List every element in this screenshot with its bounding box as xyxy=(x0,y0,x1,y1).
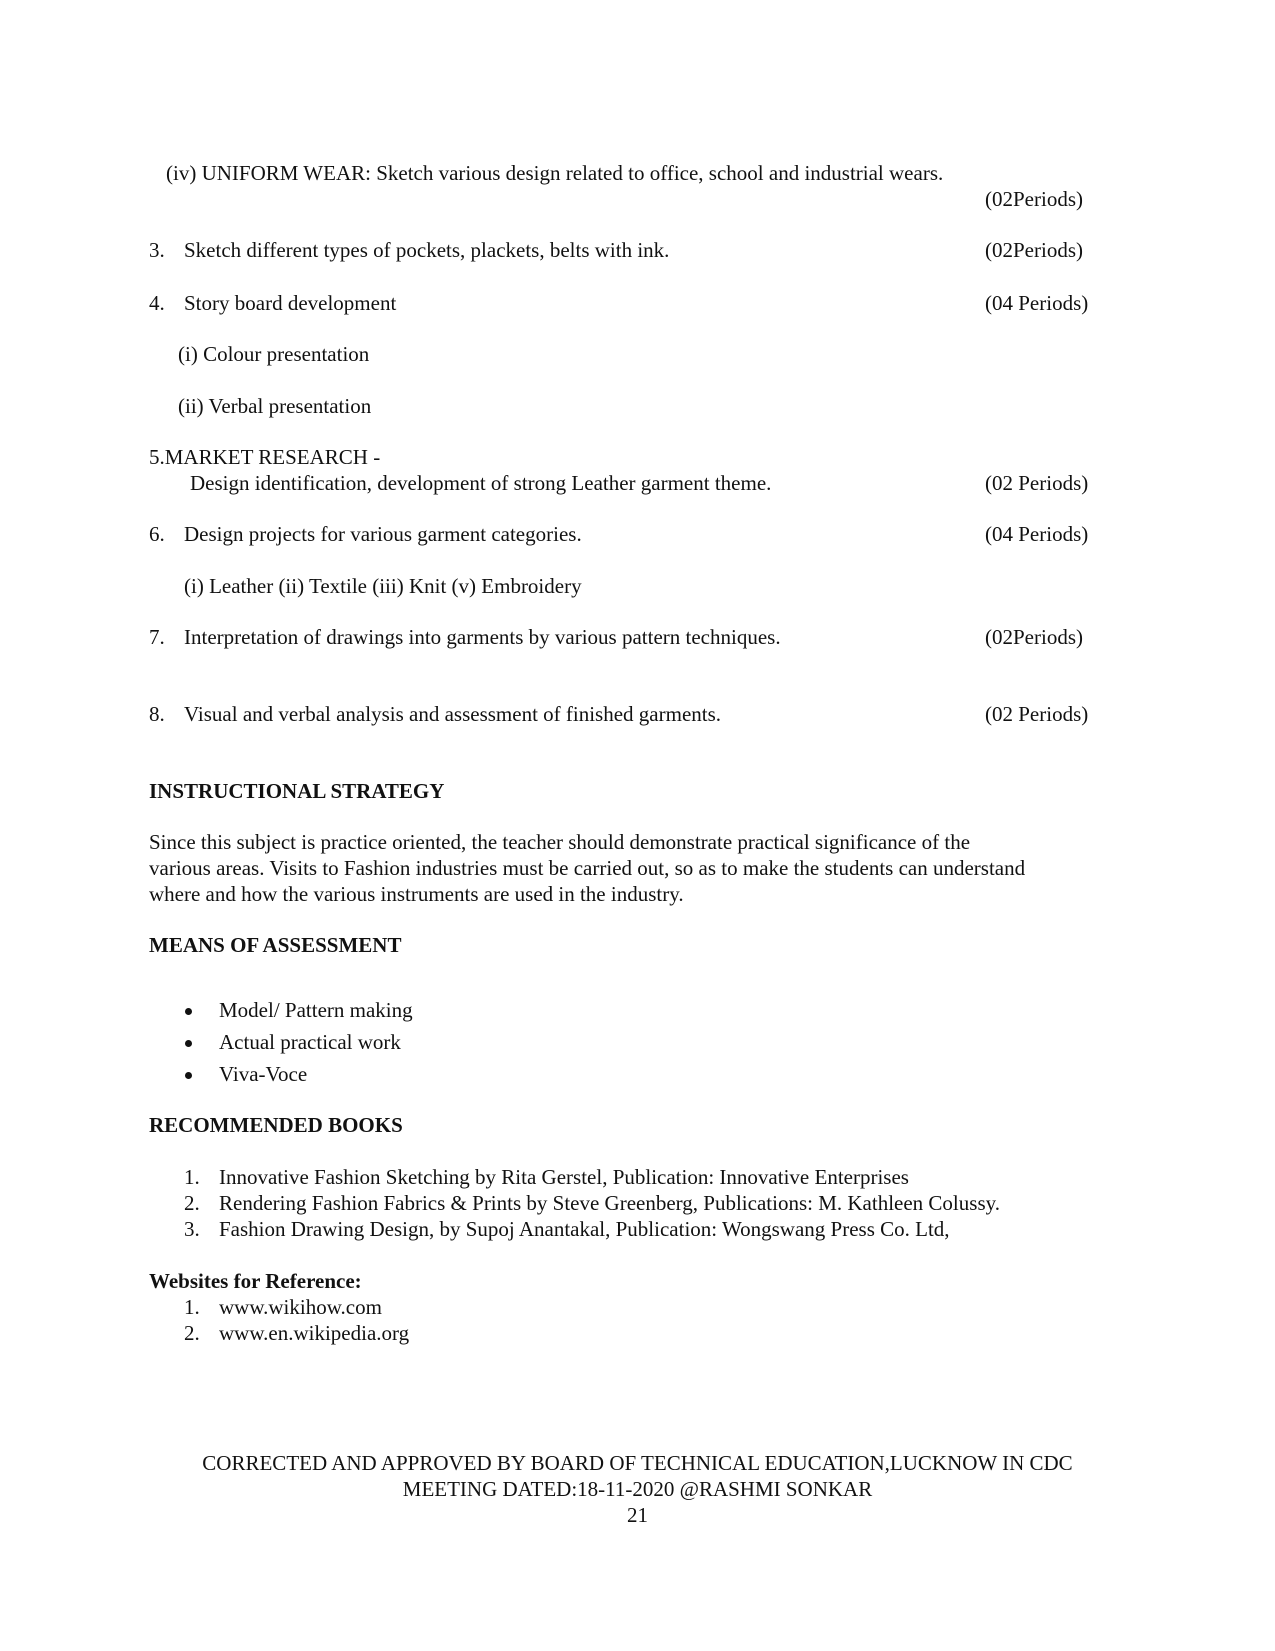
assessment-heading: MEANS OF ASSESSMENT xyxy=(149,933,402,957)
item-6-periods: (04 Periods) xyxy=(985,522,1089,546)
item-7-text: Interpretation of drawings into garments by various pattern techniques. xyxy=(184,625,781,649)
book-3-number: 3. xyxy=(184,1217,200,1241)
item-7-periods: (02Periods) xyxy=(985,625,1083,649)
footer-approval-line-2: MEETING DATED:18-11-2020 @RASHMI SONKAR xyxy=(402,1477,873,1501)
uniform-wear-text: (iv) UNIFORM WEAR: Sketch various design related to office, school and industrial wears. xyxy=(166,161,944,185)
book-3-text: Fashion Drawing Design, by Supoj Anantakal, Publication: Wongswang Press Co. Ltd, xyxy=(219,1217,950,1241)
bullet-icon xyxy=(185,1008,192,1015)
website-2-text: www.en.wikipedia.org xyxy=(219,1321,410,1345)
bullet-icon xyxy=(185,1040,192,1047)
book-2-text: Rendering Fashion Fabrics & Prints by Steve Greenberg, Publications: M. Kathleen Colussy. xyxy=(219,1191,1000,1215)
item-4-sub-verbal: (ii) Verbal presentation xyxy=(178,394,372,418)
item-5-heading: 5.MARKET RESEARCH - xyxy=(149,445,381,469)
footer-approval-line-1: CORRECTED AND APPROVED BY BOARD OF TECHNICAL EDUCATION,LUCKNOW IN CDC xyxy=(202,1451,1073,1475)
item-8-text: Visual and verbal analysis and assessment of finished garments. xyxy=(184,702,722,726)
book-1-text: Innovative Fashion Sketching by Rita Gerstel, Publication: Innovative Enterprises xyxy=(219,1165,909,1189)
item-4-number: 4. xyxy=(149,291,165,315)
website-1-number: 1. xyxy=(184,1295,200,1319)
item-5-text: Design identification, development of strong Leather garment theme. xyxy=(190,471,772,495)
instructional-strategy-heading: INSTRUCTIONAL STRATEGY xyxy=(149,779,445,803)
item-6-sub: (i) Leather (ii) Textile (iii) Knit (v) Embroidery xyxy=(184,574,582,598)
item-4-text: Story board development xyxy=(184,291,397,315)
item-6-text: Design projects for various garment categories. xyxy=(184,522,582,546)
assessment-item-2: Actual practical work xyxy=(219,1030,401,1054)
item-4-periods: (04 Periods) xyxy=(985,291,1089,315)
item-3-periods: (02Periods) xyxy=(985,238,1083,262)
item-6-number: 6. xyxy=(149,522,165,546)
item-3-text: Sketch different types of pockets, plackets, belts with ink. xyxy=(184,238,670,262)
item-4-sub-colour: (i) Colour presentation xyxy=(178,342,370,366)
book-2-number: 2. xyxy=(184,1191,200,1215)
uniform-wear-periods: (02Periods) xyxy=(985,187,1083,211)
page-number: 21 xyxy=(627,1503,648,1527)
website-1-text: www.wikihow.com xyxy=(219,1295,382,1319)
websites-heading: Websites for Reference: xyxy=(149,1269,362,1293)
item-5-periods: (02 Periods) xyxy=(985,471,1089,495)
item-3-number: 3. xyxy=(149,238,165,262)
instructional-strategy-line-3: where and how the various instruments are used in the industry. xyxy=(149,882,684,906)
assessment-item-3: Viva-Voce xyxy=(219,1062,308,1086)
item-8-number: 8. xyxy=(149,702,165,726)
assessment-item-1: Model/ Pattern making xyxy=(219,998,413,1022)
books-heading: RECOMMENDED BOOKS xyxy=(149,1113,403,1137)
website-2-number: 2. xyxy=(184,1321,200,1345)
item-7-number: 7. xyxy=(149,625,165,649)
instructional-strategy-line-2: various areas. Visits to Fashion industries must be carried out, so as to make the students can understand xyxy=(149,856,1026,880)
item-8-periods: (02 Periods) xyxy=(985,702,1089,726)
bullet-icon xyxy=(185,1072,192,1079)
instructional-strategy-line-1: Since this subject is practice oriented, the teacher should demonstrate practical significance of the xyxy=(149,830,971,854)
book-1-number: 1. xyxy=(184,1165,200,1189)
